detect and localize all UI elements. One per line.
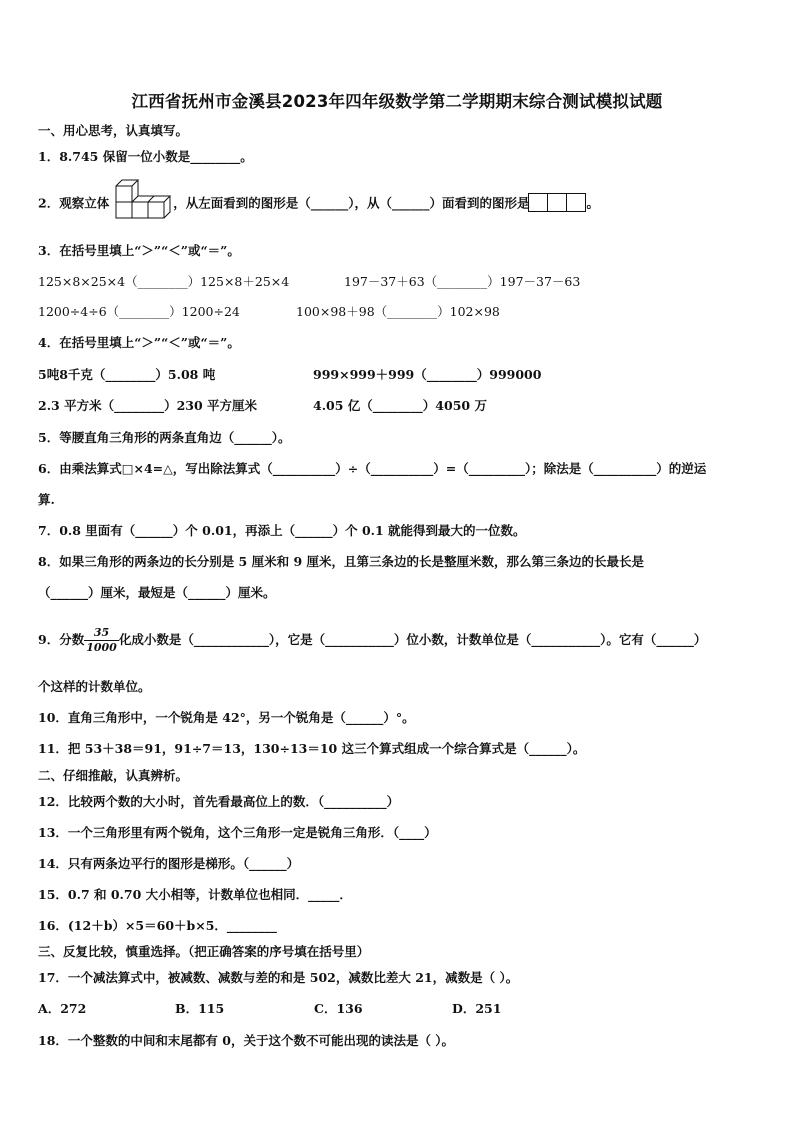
question-15: 15．0.7 和 0.70 大小相等，计数单位也相同．_____． [38, 887, 352, 902]
question-7: 7．0.8 里面有（______）个 0.01，再添上（______）个 0.1 就能得到最大的一位数。 [38, 523, 526, 538]
fraction [84, 626, 119, 655]
question-8-line2: （______）厘米，最短是（______）厘米。 [38, 585, 276, 600]
q3-row1-left: 125×8×25×4（________）125×8＋25×4 [38, 274, 290, 289]
question-16: 16．(12＋b）×5＝60＋b×5．________ [38, 918, 277, 933]
question-3-prompt: 3．在括号里填上“＞”“＜”或“＝”。 [38, 243, 240, 258]
question-9-line1 [38, 626, 706, 655]
question-9-rest: 化成小数是（____________），它是（___________）位小数，计数单位是（___________）。它有（______） [118, 632, 707, 647]
q17-option-c: C．136 [314, 1001, 363, 1016]
question-2-start: 2．观察立体 [38, 195, 110, 211]
q4-row2-right: 4.05 亿（________）4050 万 [313, 398, 487, 413]
question-17: 17．一个减法算式中，被减数、减数与差的和是 502，减数比差大 21，减数是（ ）。 [38, 970, 519, 985]
question-13: 13．一个三角形里有两个锐角，这个三角形一定是锐角三角形．（____） [38, 825, 437, 840]
q3-row2-left: 1200÷4÷6（________）1200÷24 [38, 304, 240, 319]
q17-option-d: D．251 [452, 1001, 502, 1016]
q17-option-a: A．272 [38, 1001, 87, 1016]
fraction-numerator: 35 [84, 626, 119, 641]
fraction-denominator: 1000 [86, 641, 117, 654]
q3-row1-right: 197－37＋63（________）197－37－63 [344, 274, 581, 289]
section-3-heading: 三、反复比较，慎重选择。（把正确答案的序号填在括号里） [38, 944, 370, 959]
q4-row1-right: 999×999＋999（________）999000 [313, 367, 542, 382]
section-1-heading: 一、用心思考，认真填写。 [38, 123, 189, 138]
question-4-prompt: 4．在括号里填上“＞”“＜”或“＝”。 [38, 335, 240, 350]
cube-stack-icon [114, 178, 186, 226]
q3-row2-right: 100×98＋98（________）102×98 [296, 304, 500, 319]
question-18: 18．一个整数的中间和末尾都有 0，关于这个数不可能出现的读法是（ ）。 [38, 1033, 455, 1048]
question-14: 14．只有两条边平行的图形是梯形。（______） [38, 856, 300, 871]
question-11: 11．把 53＋38＝91，91÷7＝13，130÷13＝10 这三个算式组成一个综合算式是（______）。 [38, 741, 586, 756]
question-12: 12．比较两个数的大小时，首先看最高位上的数．（__________） [38, 794, 400, 809]
question-2-end: 。 [586, 195, 599, 211]
q17-option-b: B．115 [175, 1001, 225, 1016]
q4-row2-left: 2.3 平方米（________）230 平方厘米 [38, 398, 258, 413]
question-8-line1: 8．如果三角形的两条边的长分别是 5 厘米和 9 厘米，且第三条边的长是整厘米数，那么第三条边的长最长是 [38, 554, 645, 569]
three-square-view [529, 193, 586, 215]
question-9-line2: 个这样的计数单位。 [38, 679, 151, 694]
question-6-line2: 算. [38, 492, 55, 507]
question-1: 1．8.745 保留一位小数是________。 [38, 149, 253, 164]
question-6-line1: 6．由乘法算式□×4=△，写出除法算式（__________）÷（__________）=（_________）；除法是（__________）的逆运 [38, 461, 707, 476]
question-2-middle: ，从左面看到的图形是（______），从（______）面看到的图形是 [173, 195, 530, 211]
question-9-start: 9．分数 [38, 632, 85, 647]
q4-row1-left: 5吨8千克（________）5.08 吨 [38, 367, 216, 382]
question-10: 10．直角三角形中，一个锐角是 42°，另一个锐角是（______）°。 [38, 710, 415, 725]
section-2-heading: 二、仔细推敲，认真辨析。 [38, 768, 189, 783]
page-title: 江西省抚州市金溪县2023年四年级数学第二学期期末综合测试模拟试题 [131, 92, 663, 111]
question-5: 5．等腰直角三角形的两条直角边（______）。 [38, 430, 291, 445]
